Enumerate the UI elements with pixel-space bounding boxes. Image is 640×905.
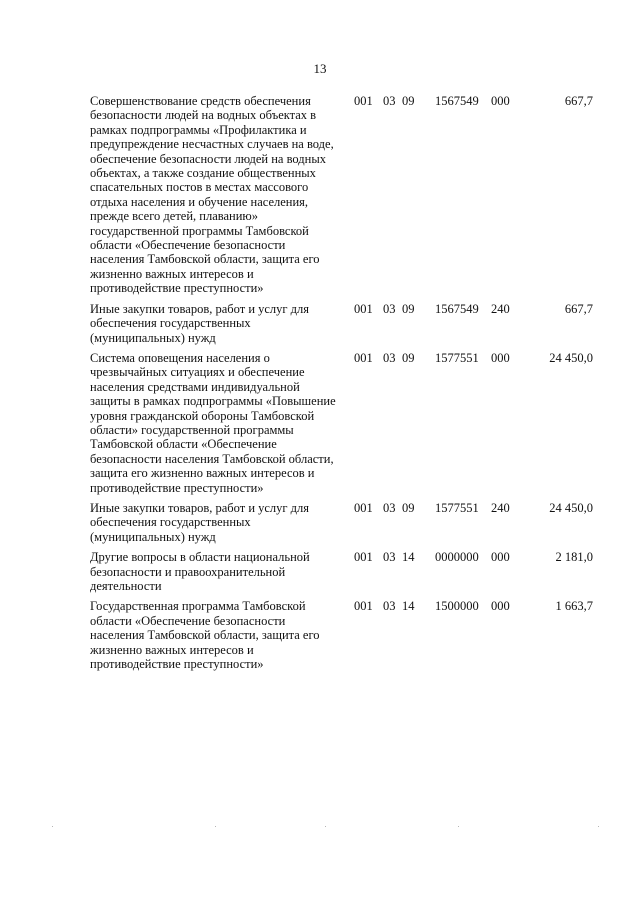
target-article-code: 1567549 [435, 301, 479, 316]
table-row [0, 501, 640, 544]
subsection-code: 09 [402, 500, 415, 515]
table-row [0, 302, 640, 345]
section-code: 03 [383, 550, 396, 565]
subsection-code: 14 [402, 599, 415, 614]
row-description: Иные закупки товаров, работ и услуг для обеспечения государственных (муниципальных) нужд [90, 301, 310, 345]
scan-dot [52, 826, 53, 827]
row-description: Государственная программа Тамбовской области «Обеспечение безопасности населения Тамбовской области, защита его жизненно важных интересов и противодействие преступности» [90, 599, 320, 672]
target-article-code: 1577551 [435, 500, 479, 515]
section-code: 03 [383, 599, 396, 614]
row-description: Система оповещения населения о чрезвычайных ситуациях и обеспечение населения средствами индивидуальной защиты в рамках подпрограммы «Повышение уровня гражданской обороны Тамбовской области» государственной программы Тамбовской области «Обеспечение безопасности населения Тамбовской области, защита его жизненно важных интересов и противодействие преступности» [90, 350, 336, 495]
expense-type-code: 000 [491, 94, 510, 108]
section-code: 03 [383, 94, 396, 108]
scan-dot [325, 826, 326, 827]
target-article-code: 1567549 [435, 94, 479, 108]
row-description: Совершенствование средств обеспечения безопасности людей на водных объектах в рамках подпрограммы «Профилактика и предупреждение несчастных случаев на воде, обеспечение безопасности людей на водных объектах, а также создание общественных спасательных постов в местах массового отдыха населения и обучение населения, прежде всего детей, плаванию» государственной программы Тамбовской области «Обеспечение безопасности населения Тамбовской области, защита его жизненно важных интересов и противодействие преступности» [90, 94, 334, 296]
scan-dot [598, 826, 599, 827]
table-row [0, 599, 640, 671]
subsection-code: 09 [402, 350, 415, 365]
row-description: Другие вопросы в области национальной безопасности и правоохранительной деятельности [90, 550, 310, 593]
expense-type-code: 240 [491, 301, 510, 316]
budget-table [0, 94, 640, 677]
ministry-code: 001 [354, 94, 373, 108]
subsection-code: 09 [402, 94, 415, 108]
table-row [0, 94, 640, 296]
row-description: Иные закупки товаров, работ и услуг для обеспечения государственных (муниципальных) нужд [90, 500, 310, 544]
page-number: 13 [313, 61, 327, 76]
scan-artifact-dots [0, 826, 640, 828]
ministry-code: 001 [354, 301, 373, 316]
target-article-code: 1577551 [435, 350, 479, 365]
expense-type-code: 000 [491, 550, 510, 565]
ministry-code: 001 [354, 500, 373, 515]
expense-type-code: 000 [491, 599, 510, 614]
target-article-code: 0000000 [435, 550, 479, 565]
amount-value: 2 181,0 [555, 550, 593, 565]
ministry-code: 001 [354, 599, 373, 614]
expense-type-code: 000 [491, 350, 510, 365]
subsection-code: 09 [402, 301, 415, 316]
section-code: 03 [383, 500, 396, 515]
expense-type-code: 240 [491, 500, 510, 515]
amount-value: 24 450,0 [549, 350, 593, 365]
amount-value: 24 450,0 [549, 500, 593, 515]
ministry-code: 001 [354, 350, 373, 365]
amount-value: 667,7 [564, 94, 593, 108]
target-article-code: 1500000 [435, 599, 479, 614]
scan-dot [458, 826, 459, 827]
table-row [0, 550, 640, 593]
table-row [0, 351, 640, 495]
amount-value: 667,7 [564, 301, 593, 316]
ministry-code: 001 [354, 550, 373, 565]
amount-value: 1 663,7 [555, 599, 593, 614]
scan-dot [215, 826, 216, 827]
section-code: 03 [383, 350, 396, 365]
section-code: 03 [383, 301, 396, 316]
subsection-code: 14 [402, 550, 415, 565]
